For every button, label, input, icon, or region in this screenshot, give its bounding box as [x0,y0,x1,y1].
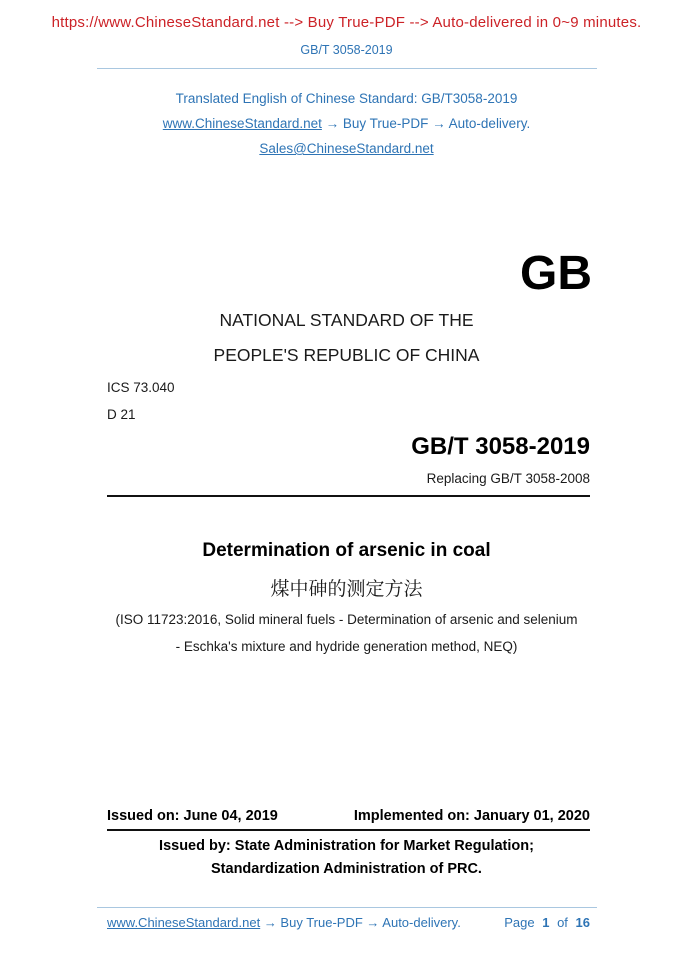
page-indicator [504,915,590,930]
header-divider [97,68,597,69]
page-total: 16 [575,915,590,930]
issued-on-date: Issued on: June 04, 2019 [107,808,278,824]
issue-dates-row [107,808,590,824]
buy-pdf-text: → Buy True-PDF → Auto-delivery. [321,116,531,131]
of-word: of [557,915,568,930]
issued-by-line2: Standardization Administration of PRC. [211,861,482,877]
translated-standard-line: Translated English of Chinese Standard: GB/T3058-2019 [175,91,518,106]
buy-pdf-line [0,116,693,131]
issued-by-line1: Issued by: State Administration for Market Regulation; [159,838,534,854]
iso-reference-line1: (ISO 11723:2016, Solid mineral fuels - Determination of arsenic and selenium [115,612,578,627]
footer-delivery-line [107,915,461,930]
page-number: 1 [542,915,550,930]
standard-number: GB/T 3058-2019 [411,433,590,460]
national-standard-heading-line1: NATIONAL STANDARD OF THE [219,310,474,330]
classification-code: D 21 [107,407,136,422]
standard-title-english: Determination of arsenic in coal [202,540,491,561]
national-standard-heading-line2: PEOPLE'S REPUBLIC OF CHINA [213,345,480,365]
purchase-banner: https://www.ChineseStandard.net --> Buy True-PDF --> Auto-delivered in 0~9 minutes. [51,14,642,31]
implemented-on-date: Implemented on: January 01, 2020 [353,808,590,824]
standard-title-chinese: 煤中砷的测定方法 [270,578,423,600]
header-doc-code: GB/T 3058-2019 [300,43,393,57]
sales-email-line [0,141,693,156]
gb-logo: GB [520,247,592,300]
issuance-divider [107,829,590,831]
page-word: Page [504,915,535,930]
title-divider [107,495,590,497]
footer [107,915,590,930]
website-link[interactable]: www.ChineseStandard.net [162,116,322,131]
footer-website-link[interactable]: www.ChineseStandard.net [107,915,261,930]
footer-divider [97,907,597,908]
ics-code: ICS 73.040 [107,380,175,395]
sales-email-link[interactable]: Sales@ChineseStandard.net [259,141,434,156]
replacing-note: Replacing GB/T 3058-2008 [426,471,590,486]
iso-reference-line2: - Eschka's mixture and hydride generation method, NEQ) [175,639,518,654]
footer-delivery-text: → Buy True-PDF → Auto-delivery. [260,915,461,930]
